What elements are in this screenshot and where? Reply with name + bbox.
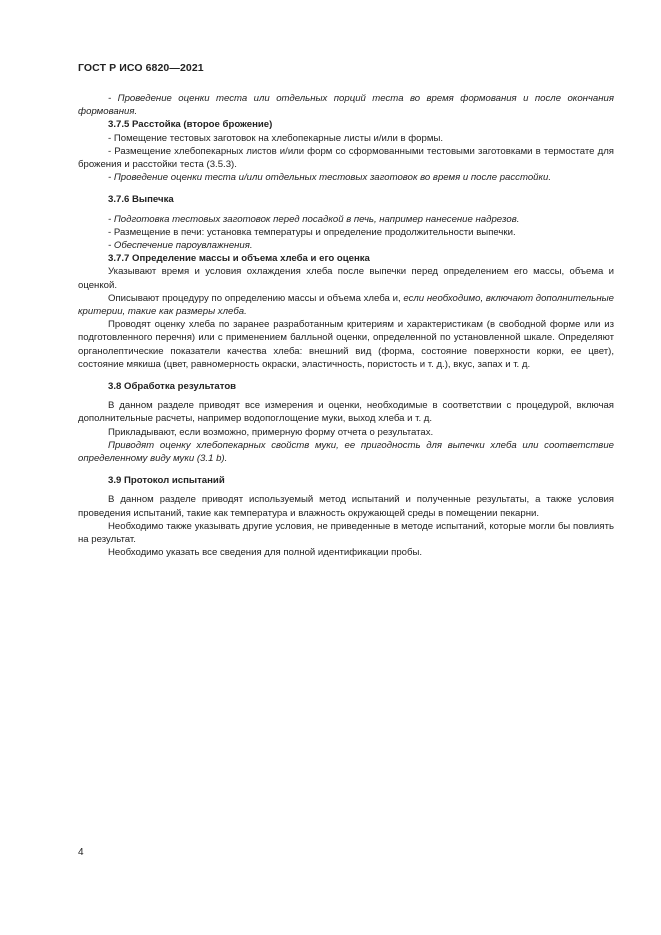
paragraph: - Проведение оценки теста или отдельных порций теста во время формования и после окончания формования.: [78, 93, 614, 118]
paragraph-text: Описывают процедуру по определению массы и объема хлеба и,: [108, 292, 404, 304]
list-item: - Проведение оценки теста и/или отдельных тестовых заготовок во время и после расстойки.: [108, 172, 552, 184]
paragraph: Указывают время и условия охлаждения хлеба после выпечки перед определением его массы, объема и оценкой.: [78, 266, 614, 291]
document-header: ГОСТ Р ИСО 6820—2021: [78, 62, 204, 74]
paragraph: В данном разделе приводят все измерения и оценки, необходимые в соответствии с процедурой, включая дополнительные расчеты, например водопоглощение муки, выход хлеба и т. д.: [78, 400, 614, 425]
list-item: - Подготовка тестовых заготовок перед посадкой в печь, например нанесение надрезов.: [108, 213, 520, 225]
section-heading-3-7-5: 3.7.5 Расстойка (второе брожение): [108, 119, 273, 131]
document-body: [78, 92, 614, 560]
paragraph: Необходимо указать все сведения для полной идентификации пробы.: [108, 547, 423, 559]
section-heading-3-7-7: 3.7.7 Определение массы и объема хлеба и его оценка: [108, 253, 370, 265]
paragraph: В данном разделе приводят используемый метод испытаний и полученные результаты, а также условия проведения испытаний, такие как температура и влажность окружающей среды в помещении пекарни.: [78, 494, 614, 519]
section-heading-3-7-6: 3.7.6 Выпечка: [108, 194, 174, 206]
paragraph: Необходимо также указывать другие условия, не приведенные в методе испытаний, которые могли бы повлиять на результат.: [78, 520, 614, 546]
list-item: - Размещение в печи: установка температуры и определение продолжительности выпечки.: [108, 226, 516, 238]
paragraph: Приводят оценку хлебопекарных свойств муки, ее пригодность для выпечки хлеба или соответствие определенному виду муки (3.1 b).: [78, 439, 614, 465]
section-heading-3-9: 3.9 Протокол испытаний: [108, 475, 225, 487]
list-item: - Размещение хлебопекарных листов и/или форм со сформованными тестовыми заготовками в термостате для брожения и расстойки теста (3.5.3).: [78, 145, 614, 171]
paragraph: [78, 292, 614, 318]
list-item: - Обеспечение пароувлажнения.: [108, 240, 253, 252]
paragraph: Проводят оценку хлеба по заранее разработанным критериям и характеристикам (в свободной форме или из подготовленного перечня) или с применением балльной оценки, определенной по установленной шкале. Определяют органолептические показатели качества хлеба: внешний вид (форма, состояние поверхности корки, ее цвет), состояние мякиша (цвет, равномерность окраски, эластичность, пористость и т. д.), вкус, запах и т. д.: [78, 319, 614, 370]
page-number: 4: [78, 847, 84, 858]
paragraph-italic-text: если необходимо, включают дополнительные критерии, такие как размеры хлеба.: [78, 292, 614, 318]
section-heading-3-8: 3.8 Обработка результатов: [108, 381, 237, 393]
list-item: - Помещение тестовых заготовок на хлебопекарные листы и/или в формы.: [108, 132, 444, 144]
paragraph: Прикладывают, если возможно, примерную форму отчета о результатах.: [108, 426, 434, 438]
